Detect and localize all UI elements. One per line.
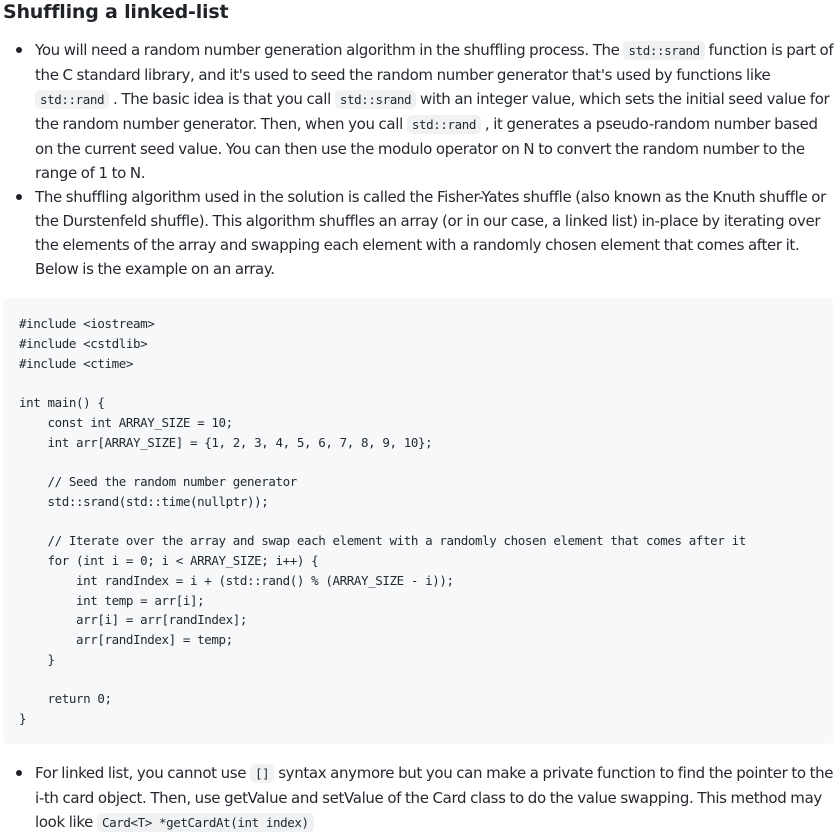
inline-code-getcardat: Card<T> *getCardAt(int index)	[97, 813, 314, 832]
code-line: for (int i = 0; i < ARRAY_SIZE; i++) {	[19, 553, 319, 568]
code-line: }	[19, 651, 55, 667]
bullet-linked-list	[0, 761, 840, 835]
code-block	[3, 298, 833, 744]
code-line	[19, 512, 833, 532]
text-segment: For linked list, you cannot use	[35, 764, 251, 782]
code-line: // Iterate over the array and swap each element with a randomly chosen element that comes after it	[19, 533, 746, 549]
code-line: int main() {	[19, 395, 105, 410]
bullet-list-bottom	[0, 761, 840, 835]
code-line: #include <iostream>	[19, 316, 155, 331]
inline-code-rand: std::rand	[407, 115, 481, 134]
code-line: #include <ctime>	[19, 355, 134, 371]
code-line: arr[randIndex] = temp;	[19, 632, 233, 647]
code-line: return 0;	[19, 691, 112, 707]
bullet-random-generation	[0, 38, 840, 185]
text-segment: function is part of the C standard library, and it's used to seed the random number generator that's used by functions like	[35, 41, 834, 84]
code-line: int temp = arr[i];	[19, 592, 205, 608]
inline-code-brackets: []	[250, 764, 274, 783]
text-segment: with an integer value, which sets the initial seed value for the random number generator. Then, when you call	[35, 90, 830, 133]
code-line: }	[19, 711, 27, 726]
text-segment: You will need a random number generation algorithm in the shuffling process. The	[35, 41, 624, 59]
code-line: int randIndex = i + (std::rand() % (ARRAY_SIZE - i));	[19, 572, 454, 588]
code-line: std::srand(std::time(nullptr));	[19, 493, 269, 509]
code-line	[19, 670, 833, 690]
code-line	[19, 452, 833, 472]
code-line: #include <cstdlib>	[19, 335, 148, 351]
inline-code-rand: std::rand	[35, 90, 109, 109]
bullet-list-top	[0, 38, 840, 281]
text-segment: , it generates a pseudo-random number based on the current seed value. You can then use the modulo operator on N to convert the random number to the range of 1 to N.	[35, 115, 818, 182]
code-line: arr[i] = arr[randIndex];	[19, 612, 248, 628]
page-title: Shuffling a linked-list	[3, 1, 229, 23]
inline-code-srand: std::srand	[623, 41, 704, 60]
code-line: int arr[ARRAY_SIZE] = {1, 2, 3, 4, 5, 6, 7, 8, 9, 10};	[19, 434, 433, 450]
code-line: // Seed the random number generator	[19, 474, 297, 489]
text-segment: syntax anymore but you can make a private function to find the pointer to the i-th card object. Then, use getValue and setValue of the Card class to do the value swapping. This method may look like	[35, 764, 834, 831]
code-line	[19, 373, 833, 393]
bullet-fisher-yates	[0, 185, 840, 281]
inline-code-srand: std::srand	[335, 90, 416, 109]
code-line: const int ARRAY_SIZE = 10;	[19, 414, 233, 430]
text-segment: The shuffling algorithm used in the solution is called the Fisher-Yates shuffle (also known as the Knuth shuffle or the Durstenfeld shuffle). This algorithm shuffles an array (or in our case, a linked list) in-place by iterating over the elements of the array and swapping each element with a randomly chosen element that comes after it. Below is the example on an array.	[35, 188, 826, 278]
text-segment: . The basic idea is that you call	[109, 90, 335, 108]
